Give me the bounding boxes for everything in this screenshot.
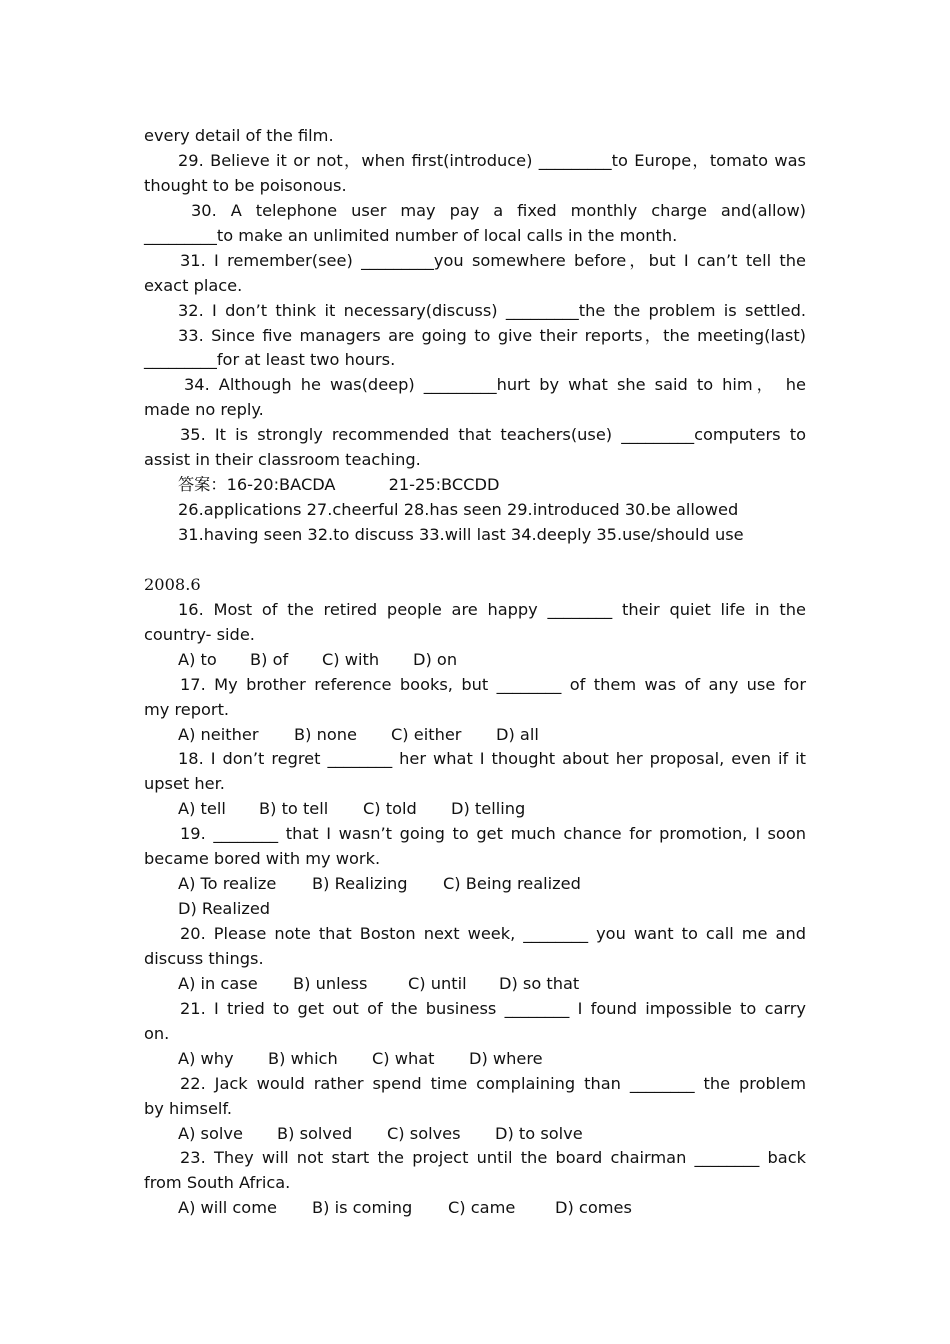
option-a: A) neither (178, 724, 259, 744)
option-b: B) none (294, 724, 357, 744)
option-a: A) why (178, 1048, 234, 1068)
continuation-line: every detail of the film. (144, 126, 334, 145)
question-17-line2: my report. (144, 699, 230, 719)
question-21-options (144, 1047, 806, 1072)
option-c: C) until (408, 973, 467, 993)
question-20-line2: discuss things. (144, 948, 264, 968)
option-d: D) telling (451, 799, 526, 819)
option-d: D) all (496, 724, 539, 744)
question-23-options (144, 1196, 806, 1221)
option-d: D) to solve (495, 1123, 583, 1143)
question-17-options (144, 723, 806, 748)
option-d: D) where (469, 1048, 543, 1068)
option-b: B) solved (277, 1123, 353, 1143)
answer-range-b: 21-25:BCCDD (388, 475, 500, 495)
question-16-line1: 16. Most of the retired people are happy ________ their quiet life in the (178, 599, 806, 619)
answer-key-line2: 26.applications 27.cheerful 28.has seen 29.introduced 30.be allowed (178, 500, 739, 520)
question-21-line2: on. (144, 1023, 170, 1043)
question-22-line1: 22. Jack would rather spend time complaining than ________ the problem (180, 1073, 806, 1093)
question-19-option-d: D) Realized (178, 899, 271, 919)
question-20-line1: 20. Please note that Boston next week, ________ you want to call me and (180, 924, 806, 943)
question-16-options (144, 648, 806, 673)
question-23-line2: from South Africa. (144, 1173, 291, 1193)
option-d: D) comes (555, 1198, 632, 1218)
option-c: C) what (372, 1048, 435, 1068)
question-29-line1: 29. Believe it or not，when first(introduce) _________to Europe，tomato was (178, 150, 806, 170)
question-30-line1: 30. A telephone user may pay a fixed monthly charge and(allow) (191, 200, 806, 220)
question-35-line2: assist in their classroom teaching. (144, 450, 421, 470)
question-18-line1: 18. I don’t regret ________ her what I thought about her proposal, even if it (178, 749, 806, 769)
answer-key-line1 (144, 473, 806, 498)
question-21-line1: 21. I tried to get out of the business ________ I found impossible to carry (180, 998, 806, 1018)
question-31-line1: 31. I remember(see) _________you somewhere before，but I can’t tell the (180, 250, 806, 270)
option-a: A) solve (178, 1123, 243, 1143)
question-33-line2: _________for at least two hours. (144, 350, 396, 370)
option-b: B) to tell (259, 799, 329, 819)
question-31-line2: exact place. (144, 275, 243, 295)
question-29-line2: thought to be poisonous. (144, 175, 347, 195)
option-b: B) Realizing (312, 874, 408, 894)
option-a: A) will come (178, 1198, 277, 1218)
question-34-line1: 34. Although he was(deep) _________hurt by what she said to him， he (184, 375, 806, 395)
answer-label: 答案： (178, 475, 227, 495)
section-heading: 2008.6 (144, 574, 201, 594)
question-23-line1: 23. They will not start the project until the board chairman ________ back (180, 1148, 806, 1168)
question-18-options (144, 797, 806, 822)
option-a: A) To realize (178, 874, 277, 894)
option-b: B) which (268, 1048, 338, 1068)
option-b: B) is coming (312, 1198, 413, 1218)
answer-key-line3: 31.having seen 32.to discuss 33.will last 34.deeply 35.use/should use (178, 525, 744, 544)
option-b: B) of (250, 649, 289, 669)
option-d: D) so that (499, 973, 580, 993)
option-c: C) came (448, 1198, 516, 1218)
question-18-line2: upset her. (144, 774, 225, 794)
option-c: C) told (363, 799, 417, 819)
document-page (144, 124, 806, 1221)
question-34-line2: made no reply. (144, 400, 264, 420)
question-19-line2: became bored with my work. (144, 849, 381, 869)
question-19-options (144, 872, 806, 897)
option-c: C) Being realized (443, 874, 581, 894)
question-30-line2: _________to make an unlimited number of local calls in the month. (144, 225, 678, 245)
option-b: B) unless (293, 973, 368, 993)
question-32-line1: 32. I don’t think it necessary(discuss) _________the the problem is settled. (178, 300, 806, 320)
question-16-line2: country- side. (144, 624, 255, 644)
question-22-line2: by himself. (144, 1098, 233, 1118)
question-20-options (144, 972, 806, 997)
option-c: C) solves (387, 1123, 461, 1143)
option-d: D) on (413, 649, 458, 669)
option-c: C) with (322, 649, 380, 669)
question-35-line1: 35. It is strongly recommended that teachers(use) _________computers to (180, 425, 806, 445)
question-33-line1: 33. Since five managers are going to give their reports，the meeting(last) (178, 325, 806, 345)
question-17-line1: 17. My brother reference books, but ________ of them was of any use for (180, 674, 806, 694)
question-19-line1: 19. ________ that I wasn’t going to get much chance for promotion, I soon (180, 824, 806, 844)
answer-range-a: 16-20:BACDA (226, 475, 336, 495)
option-a: A) tell (178, 799, 226, 819)
option-a: A) to (178, 649, 217, 669)
question-22-options (144, 1122, 806, 1147)
option-c: C) either (391, 724, 462, 744)
option-a: A) in case (178, 973, 258, 993)
